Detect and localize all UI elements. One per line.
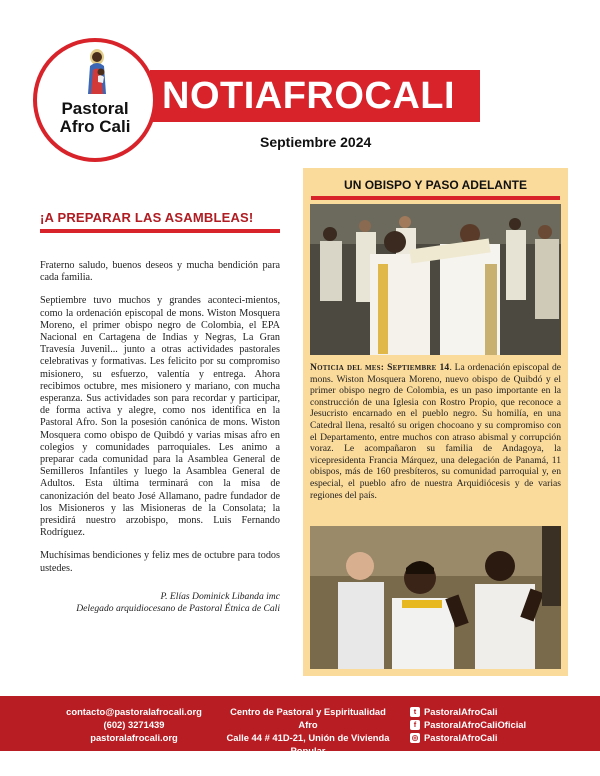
signature-name: P. Elías Dominick Libanda imc <box>160 590 280 602</box>
news-heading-rule <box>311 196 560 200</box>
news-body <box>310 362 561 501</box>
facebook-icon: f <box>410 720 420 730</box>
editorial-paragraph: Fraterno saludo, buenos deseos y mucha bendición para cada familia. <box>40 260 280 284</box>
instagram-handle[interactable]: PastoralAfroCali <box>424 732 498 743</box>
news-body-text: . La ordenación episcopal de mons. Wiston Mosquera Moreno, nuevo obispo de Quibdó y el primer obispo negro de Colombia, es un paso importante en la construcción de una Iglesia con Rostro Propio, que reconoce a Jesucristo encarnado en el pueblo negro. Su homilía, en una Catedral llena, resaltó su origen chocoano y su compromiso con el Departamento, entre muchos con atraso abismal y corrupción voraz. Le acompañaron su familia de Andagoya, la vicepresidenta Francia Márquez, una delegación de Panamá, 11 obispos, más de 160 presbíteros, su comunidad parroquial y, en especial, el pueblo afro de nuestra Arquidiócesis y de varias regiones del país. <box>310 362 561 501</box>
social-twitter[interactable] <box>410 705 590 718</box>
social-facebook[interactable] <box>410 718 590 731</box>
footer-address <box>222 705 394 770</box>
footer-contact <box>54 705 214 744</box>
footer-social <box>410 705 590 744</box>
contact-phone: (602) 3271439 <box>103 719 165 730</box>
twitter-icon: t <box>410 707 420 717</box>
news-heading: UN OBISPO Y PASO ADELANTE <box>344 178 527 192</box>
signature <box>40 591 280 615</box>
center-name: Centro de Pastoral y Espiritualidad Afro <box>230 706 386 730</box>
contact-email[interactable]: contacto@pastoralafrocali.org <box>66 706 202 717</box>
editorial-column <box>40 210 280 615</box>
logo-text-line1: Pastoral <box>61 99 129 118</box>
city: Cali, Valle del Cauca, Colombia <box>238 758 378 769</box>
instagram-icon: ◎ <box>411 732 419 742</box>
editorial-paragraph: Septiembre tuvo muchos y grandes aconteci-mientos, como la ordenación episcopal de mons. Wiston Mosquera Moreno, el primer obispo negro de Colombia, el EPA Nacional en Cartagena de Indias y Negras, La Gran Travesía Juvenil... junto a otras actividades pastorales celebrativas y formativas. Les felicito por su compromiso misionero, su esfuerzo, valentía y entrega. Ahora recibimos octubre, mes misionero y mariano, con mucha esperanza. Sus actividades son para recordar y participar, de forma activa y alegre, como nos identifica en la Pastoral Afro. Son la posesión canónica de mons. Wiston Mosquera como obispo de Quibdó y varias misas afro en colegios y comunidades parroquiales. Les animo a preparar cada comunidad para la Asamblea General de Semilleros Infantiles y luego la Asamblea General de Adultos. Esta última terminará con la misa de canonización del beato José Allamano, padre fundador de los Misioneros y las Misioneras de la Consolata; la presidirá nuestro arzobispo, mons. Luis Fernando Rodríguez. <box>40 295 280 539</box>
episcopal-ordination-photo <box>310 204 561 355</box>
title-banner <box>150 70 480 122</box>
newsletter-title: NOTIAFROCALI <box>162 75 456 117</box>
issue-date: Septiembre 2024 <box>260 134 372 150</box>
applauding-crowd-photo <box>310 526 561 669</box>
logo <box>33 38 157 162</box>
news-panel <box>303 168 568 676</box>
social-instagram[interactable] <box>410 731 590 744</box>
facebook-handle[interactable]: PastoralAfroCaliOficial <box>424 719 527 730</box>
twitter-handle[interactable]: PastoralAfroCali <box>424 706 498 717</box>
signature-role: Delegado arquidiocesano de Pastoral Étnica de Cali <box>76 602 280 614</box>
editorial-paragraph: Muchísimas bendiciones y feliz mes de octubre para todos ustedes. <box>40 550 280 574</box>
street-address: Calle 44 # 41D-21, Unión de Vivienda Popular <box>226 732 390 756</box>
logo-text-line2: Afro Cali <box>59 117 131 136</box>
editorial-heading: ¡A PREPARAR LAS ASAMBLEAS! <box>40 210 280 233</box>
virgin-and-child-icon <box>80 48 114 96</box>
contact-website[interactable]: pastoralafrocali.org <box>90 732 178 743</box>
footer <box>0 696 600 769</box>
news-label: Noticia del mes: Septiembre 14 <box>310 362 450 373</box>
